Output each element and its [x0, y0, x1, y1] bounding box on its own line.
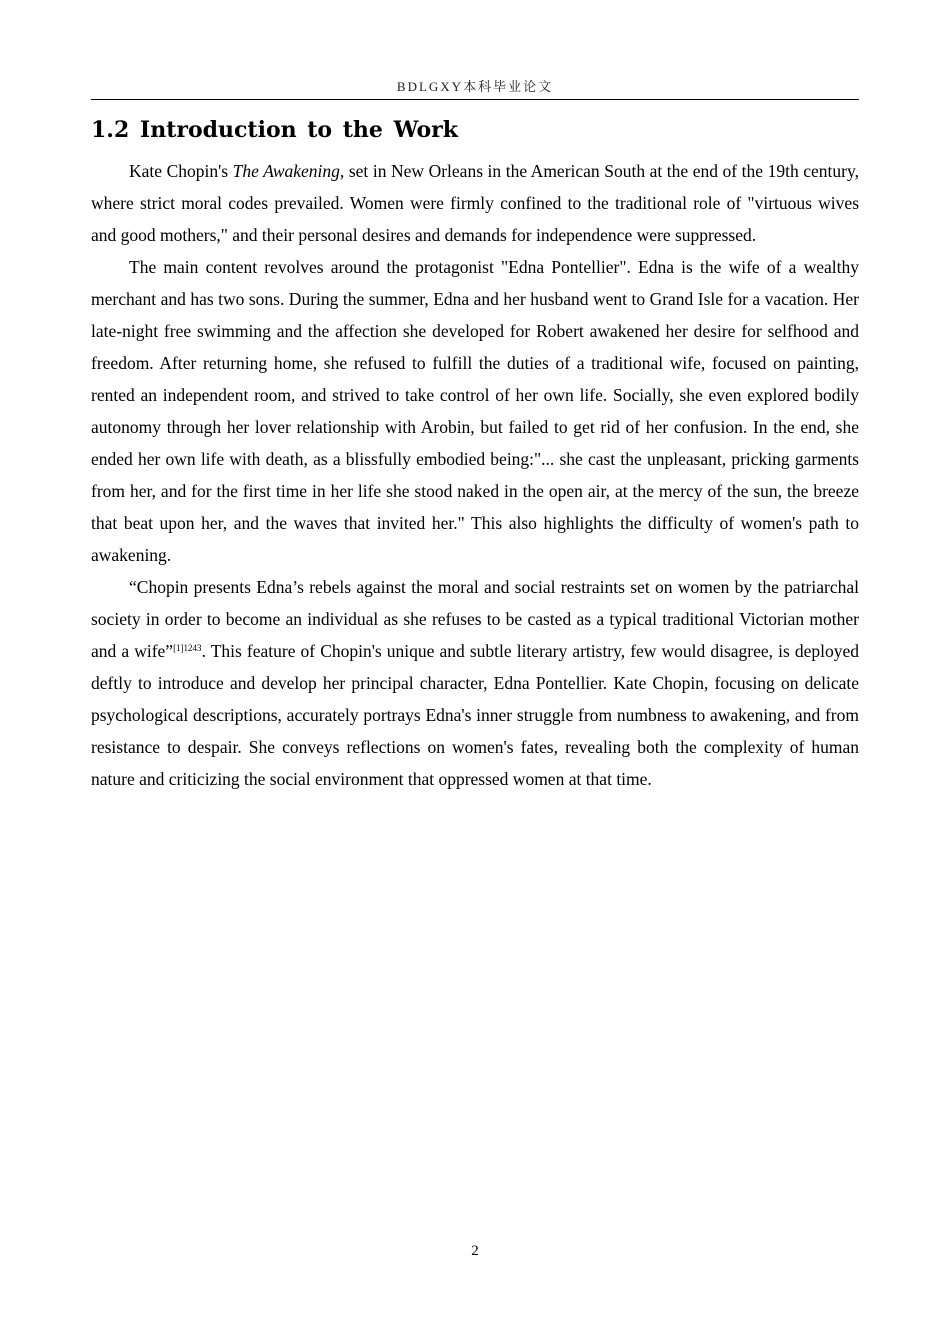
running-header: BDLGXY本科毕业论文: [396, 79, 554, 94]
paragraph-3-rest: . This feature of Chopin's unique and subtle literary artistry, few would disagree, is deployed deftly to introduce and develop her principal character, Edna Pontellier. Kate Chopin, focusing on delicate psychological descriptions, accurately portrays Edna's inner struggle from numbness to awakening, and from resistance to despair. She conveys reflections on women's fates, revealing both the complexity of human nature and criticizing the social environment that oppressed women at that time.: [91, 641, 859, 789]
body-text: [91, 155, 859, 795]
paragraph-1-rest: , set in New Orleans in the American South at the end of the 19th century, where strict moral codes prevailed. Women were firmly confined to the traditional role of "virtuous wives and good mothers," and their personal desires and demands for independence were suppressed.: [91, 161, 859, 245]
paragraph-3-quote: “Chopin presents Edna’s rebels against the moral and social restraints set on women by the patriarchal society in order to become an individual as she refuses to be casted as a typical traditional Victorian mother and a wife”: [91, 577, 859, 661]
header-divider: [91, 99, 859, 100]
section-heading: 1.2 Introduction to the Work: [91, 117, 458, 143]
paragraph-1-lead: Kate Chopin's: [129, 161, 233, 181]
book-title: The Awakening: [232, 161, 340, 181]
paragraph-2: The main content revolves around the protagonist "Edna Pontellier". Edna is the wife of a wealthy merchant and has two sons. During the summer, Edna and her husband went to Grand Isle for a vacation. Her late-night free swimming and the affection she developed for Robert awakened her desire for selfhood and freedom. After returning home, she refused to fulfill the duties of a traditional wife, focused on painting, rented an independent room, and strived to take control of her own life. Socially, she even explored bodily autonomy through her lover relationship with Arobin, but failed to get rid of her confusion. In the end, she ended her own life with death, as a blissfully embodied being:"... she cast the unpleasant, pricking garments from her, and for the first time in her life she stood naked in the open air, at the mercy of the sun, the breeze that beat upon her, and the waves that invited her." This also highlights the difficulty of women's path to awakening.: [91, 257, 859, 565]
paragraph-3: [91, 571, 859, 795]
page-number: 2: [471, 1243, 479, 1259]
paragraph-1: [91, 155, 859, 251]
citation-marker: [1]1243: [173, 643, 202, 653]
